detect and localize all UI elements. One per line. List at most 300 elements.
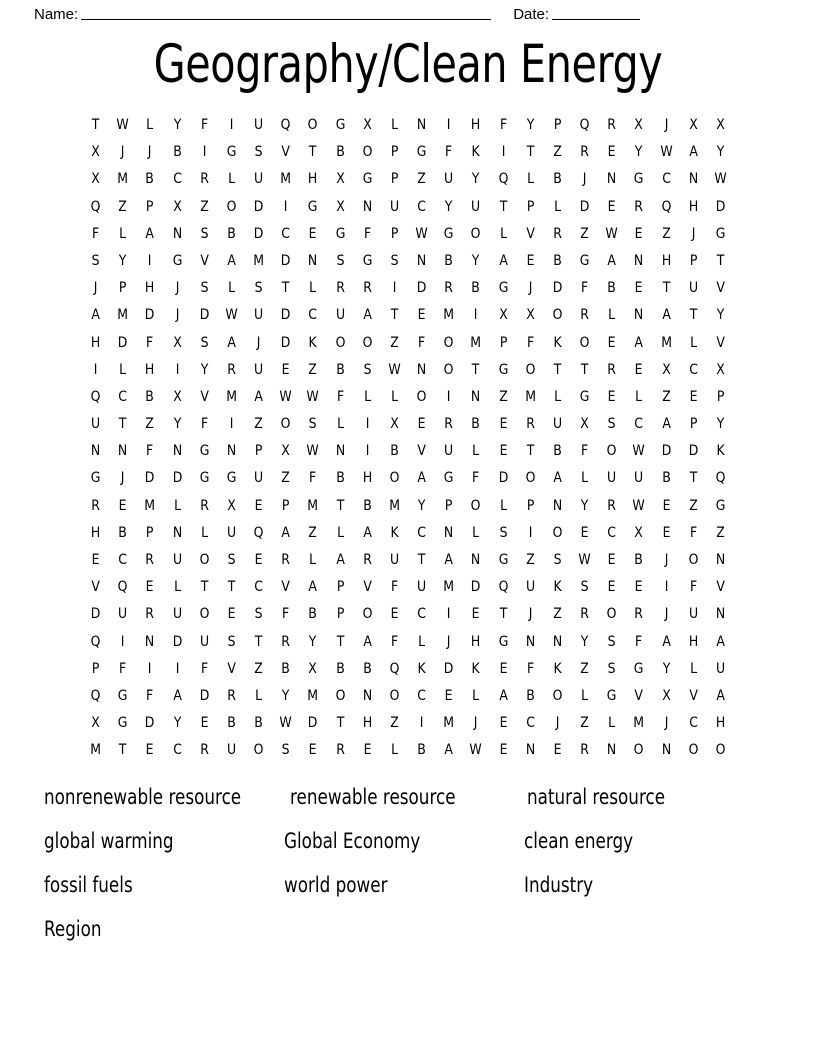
grid-letter[interactable]: L bbox=[227, 280, 235, 297]
word-list-item[interactable]: renewable resource bbox=[290, 785, 456, 809]
grid-letter[interactable]: X bbox=[716, 361, 725, 378]
grid-letter[interactable]: T bbox=[526, 443, 535, 460]
grid-letter[interactable]: N bbox=[607, 171, 617, 188]
grid-letter[interactable]: P bbox=[282, 497, 290, 514]
grid-letter[interactable]: R bbox=[362, 280, 372, 297]
grid-letter[interactable]: X bbox=[634, 524, 644, 541]
grid-letter[interactable]: T bbox=[553, 361, 562, 378]
grid-letter[interactable]: X bbox=[91, 715, 100, 732]
grid-letter[interactable]: Q bbox=[661, 198, 672, 215]
grid-letter[interactable]: E bbox=[363, 742, 372, 759]
grid-letter[interactable]: V bbox=[200, 252, 209, 269]
grid-letter[interactable]: I bbox=[528, 524, 533, 541]
grid-letter[interactable]: F bbox=[146, 687, 154, 704]
grid-letter[interactable]: N bbox=[715, 552, 726, 568]
grid-letter[interactable]: W bbox=[469, 742, 483, 759]
grid-letter[interactable]: F bbox=[91, 225, 100, 242]
grid-letter[interactable]: O bbox=[362, 144, 373, 161]
grid-letter[interactable]: E bbox=[635, 361, 643, 378]
grid-letter[interactable]: Z bbox=[553, 144, 562, 161]
grid-letter[interactable]: Q bbox=[117, 579, 128, 596]
grid-letter[interactable]: F bbox=[689, 579, 697, 596]
grid-letter[interactable]: I bbox=[446, 606, 451, 623]
grid-letter[interactable]: O bbox=[471, 225, 481, 242]
grid-letter[interactable]: S bbox=[254, 606, 263, 623]
grid-letter[interactable]: Z bbox=[199, 198, 209, 215]
grid-letter[interactable]: B bbox=[172, 144, 182, 161]
grid-letter[interactable]: O bbox=[389, 470, 400, 487]
grid-letter[interactable]: X bbox=[689, 117, 698, 133]
grid-letter[interactable]: L bbox=[499, 225, 507, 242]
grid-letter[interactable]: J bbox=[120, 470, 125, 487]
grid-letter[interactable]: H bbox=[90, 334, 101, 351]
grid-letter[interactable]: L bbox=[363, 388, 371, 405]
grid-letter[interactable]: E bbox=[91, 552, 100, 568]
grid-letter[interactable]: D bbox=[172, 633, 182, 650]
grid-letter[interactable]: I bbox=[229, 117, 234, 133]
grid-letter[interactable]: X bbox=[172, 198, 182, 215]
grid-letter[interactable]: U bbox=[715, 660, 726, 677]
grid-letter[interactable]: E bbox=[118, 497, 127, 514]
grid-letter[interactable]: C bbox=[172, 742, 182, 759]
grid-letter[interactable]: J bbox=[175, 280, 179, 297]
grid-letter[interactable]: I bbox=[148, 252, 152, 269]
grid-letter[interactable]: O bbox=[280, 416, 291, 433]
grid-letter[interactable]: E bbox=[607, 334, 616, 351]
grid-letter[interactable]: G bbox=[308, 198, 318, 215]
date-write-line[interactable] bbox=[552, 8, 640, 20]
grid-letter[interactable]: W bbox=[225, 307, 238, 324]
grid-letter[interactable]: U bbox=[525, 579, 535, 596]
grid-letter[interactable]: N bbox=[145, 633, 155, 650]
grid-letter[interactable]: S bbox=[227, 633, 236, 650]
grid-letter[interactable]: E bbox=[635, 225, 643, 242]
grid-letter[interactable]: Z bbox=[308, 361, 318, 378]
grid-letter[interactable]: D bbox=[552, 280, 563, 297]
grid-letter[interactable]: G bbox=[199, 470, 210, 487]
grid-letter[interactable]: D bbox=[444, 660, 454, 677]
grid-letter[interactable]: Z bbox=[118, 198, 128, 215]
grid-letter[interactable]: U bbox=[417, 579, 427, 596]
grid-letter[interactable]: G bbox=[416, 144, 427, 161]
grid-letter[interactable]: N bbox=[362, 198, 372, 215]
word-list-item[interactable]: Industry bbox=[524, 873, 594, 897]
grid-letter[interactable]: L bbox=[689, 660, 697, 677]
grid-letter[interactable]: F bbox=[526, 660, 534, 677]
grid-letter[interactable]: H bbox=[688, 198, 699, 215]
grid-letter[interactable]: G bbox=[362, 252, 373, 269]
grid-letter[interactable]: Z bbox=[308, 524, 318, 541]
grid-letter[interactable]: C bbox=[634, 416, 644, 433]
grid-letter[interactable]: B bbox=[607, 280, 617, 297]
grid-letter[interactable]: A bbox=[716, 633, 725, 650]
grid-letter[interactable]: M bbox=[117, 171, 129, 188]
grid-letter[interactable]: O bbox=[226, 198, 237, 215]
grid-letter[interactable]: V bbox=[689, 687, 698, 704]
grid-letter[interactable]: P bbox=[118, 280, 127, 297]
grid-letter[interactable]: D bbox=[471, 579, 481, 596]
grid-letter[interactable]: O bbox=[552, 524, 563, 541]
grid-letter[interactable]: A bbox=[498, 687, 508, 704]
grid-letter[interactable]: M bbox=[389, 497, 400, 514]
grid-letter[interactable]: V bbox=[716, 334, 725, 351]
grid-letter[interactable]: K bbox=[553, 579, 562, 596]
grid-letter[interactable]: Q bbox=[90, 198, 101, 215]
grid-letter[interactable]: L bbox=[581, 470, 589, 487]
grid-letter[interactable]: Z bbox=[498, 388, 508, 405]
grid-letter[interactable]: W bbox=[415, 225, 428, 242]
grid-letter[interactable]: X bbox=[335, 171, 345, 188]
grid-letter[interactable]: A bbox=[254, 388, 263, 405]
grid-letter[interactable]: G bbox=[498, 552, 508, 568]
grid-letter[interactable]: F bbox=[363, 225, 371, 242]
grid-letter[interactable]: R bbox=[227, 687, 236, 704]
grid-letter[interactable]: J bbox=[175, 307, 179, 324]
grid-letter[interactable]: P bbox=[689, 252, 698, 269]
grid-letter[interactable]: E bbox=[607, 198, 616, 215]
grid-letter[interactable]: D bbox=[688, 443, 699, 460]
grid-letter[interactable]: V bbox=[526, 225, 535, 242]
grid-letter[interactable]: R bbox=[444, 280, 454, 297]
grid-letter[interactable]: K bbox=[553, 334, 562, 351]
grid-letter[interactable]: W bbox=[116, 117, 129, 133]
grid-letter[interactable]: T bbox=[662, 280, 671, 297]
grid-letter[interactable]: L bbox=[526, 171, 534, 188]
grid-letter[interactable]: A bbox=[689, 144, 698, 161]
grid-letter[interactable]: J bbox=[691, 225, 696, 242]
grid-letter[interactable]: V bbox=[716, 579, 725, 596]
grid-letter[interactable]: E bbox=[662, 524, 671, 541]
grid-letter[interactable]: X bbox=[172, 388, 182, 405]
grid-letter[interactable]: Z bbox=[716, 524, 725, 541]
grid-letter[interactable]: R bbox=[362, 552, 372, 568]
grid-letter[interactable]: I bbox=[501, 144, 505, 161]
grid-letter[interactable]: E bbox=[390, 606, 399, 623]
name-write-line[interactable] bbox=[81, 8, 491, 20]
grid-letter[interactable]: D bbox=[253, 198, 264, 215]
grid-letter[interactable]: U bbox=[254, 307, 264, 324]
grid-letter[interactable]: X bbox=[363, 117, 372, 133]
grid-letter[interactable]: E bbox=[444, 687, 453, 704]
grid-letter[interactable]: U bbox=[444, 443, 454, 460]
grid-letter[interactable]: O bbox=[389, 687, 400, 704]
grid-letter[interactable]: M bbox=[253, 252, 264, 269]
grid-letter[interactable]: E bbox=[254, 497, 263, 514]
grid-letter[interactable]: I bbox=[148, 660, 152, 677]
grid-letter[interactable]: F bbox=[200, 660, 208, 677]
grid-letter[interactable]: W bbox=[632, 443, 646, 460]
grid-letter[interactable]: N bbox=[172, 443, 182, 460]
grid-letter[interactable]: E bbox=[499, 715, 508, 732]
grid-letter[interactable]: T bbox=[200, 579, 209, 596]
grid-letter[interactable]: U bbox=[172, 606, 182, 623]
grid-letter[interactable]: U bbox=[634, 470, 644, 487]
grid-letter[interactable]: T bbox=[336, 633, 344, 650]
grid-letter[interactable]: I bbox=[175, 361, 179, 378]
grid-letter[interactable]: M bbox=[443, 579, 455, 596]
grid-letter[interactable]: C bbox=[417, 687, 426, 704]
grid-letter[interactable]: Y bbox=[445, 198, 453, 215]
grid-letter[interactable]: B bbox=[335, 144, 345, 161]
grid-letter[interactable]: R bbox=[281, 552, 291, 568]
grid-letter[interactable]: I bbox=[365, 443, 370, 460]
grid-letter[interactable]: A bbox=[444, 742, 454, 759]
grid-letter[interactable]: P bbox=[91, 660, 100, 677]
grid-letter[interactable]: U bbox=[254, 171, 264, 188]
grid-letter[interactable]: K bbox=[308, 334, 318, 351]
grid-letter[interactable]: B bbox=[308, 606, 318, 623]
grid-letter[interactable]: O bbox=[362, 606, 373, 623]
grid-letter[interactable]: W bbox=[306, 443, 320, 460]
grid-letter[interactable]: D bbox=[498, 470, 508, 487]
grid-letter[interactable]: O bbox=[634, 742, 644, 759]
grid-letter[interactable]: C bbox=[281, 225, 291, 242]
grid-letter[interactable]: O bbox=[443, 334, 454, 351]
grid-letter[interactable]: D bbox=[199, 307, 210, 324]
grid-letter[interactable]: O bbox=[688, 552, 699, 568]
grid-letter[interactable]: M bbox=[633, 715, 645, 732]
grid-letter[interactable]: A bbox=[172, 687, 182, 704]
grid-letter[interactable]: R bbox=[91, 497, 100, 514]
grid-letter[interactable]: U bbox=[199, 633, 209, 650]
grid-letter[interactable]: A bbox=[281, 524, 291, 541]
grid-letter[interactable]: K bbox=[553, 660, 562, 677]
grid-letter[interactable]: D bbox=[280, 334, 291, 351]
grid-letter[interactable]: L bbox=[554, 198, 561, 215]
grid-letter[interactable]: S bbox=[281, 742, 290, 759]
grid-letter[interactable]: B bbox=[417, 742, 426, 759]
grid-letter[interactable]: N bbox=[607, 742, 617, 759]
grid-letter[interactable]: F bbox=[200, 117, 208, 133]
grid-letter[interactable]: V bbox=[417, 443, 426, 460]
grid-letter[interactable]: U bbox=[335, 307, 345, 324]
grid-letter[interactable]: G bbox=[715, 225, 726, 242]
grid-letter[interactable]: M bbox=[117, 307, 129, 324]
grid-letter[interactable]: F bbox=[200, 416, 208, 433]
grid-letter[interactable]: I bbox=[664, 579, 669, 596]
grid-letter[interactable]: X bbox=[91, 171, 100, 188]
grid-letter[interactable]: T bbox=[91, 117, 100, 133]
grid-letter[interactable]: R bbox=[335, 280, 345, 297]
grid-letter[interactable]: P bbox=[526, 497, 535, 514]
grid-letter[interactable]: T bbox=[309, 144, 317, 161]
grid-letter[interactable]: J bbox=[664, 606, 669, 623]
grid-letter[interactable]: S bbox=[227, 552, 236, 568]
grid-letter[interactable]: D bbox=[308, 715, 318, 732]
grid-letter[interactable]: G bbox=[226, 144, 237, 161]
grid-letter[interactable]: O bbox=[253, 742, 264, 759]
grid-letter[interactable]: S bbox=[254, 280, 263, 297]
grid-letter[interactable]: T bbox=[281, 280, 290, 297]
grid-letter[interactable]: U bbox=[254, 117, 264, 133]
grid-letter[interactable]: X bbox=[634, 117, 644, 133]
grid-letter[interactable]: B bbox=[145, 171, 155, 188]
grid-letter[interactable]: E bbox=[145, 579, 154, 596]
grid-letter[interactable]: V bbox=[281, 144, 291, 161]
grid-letter[interactable]: D bbox=[145, 470, 155, 487]
grid-letter[interactable]: R bbox=[634, 606, 644, 623]
grid-letter[interactable]: O bbox=[525, 470, 536, 487]
grid-letter[interactable]: Q bbox=[90, 388, 101, 405]
grid-letter[interactable]: E bbox=[499, 416, 508, 433]
grid-letter[interactable]: H bbox=[688, 633, 699, 650]
grid-letter[interactable]: E bbox=[499, 443, 508, 460]
grid-letter[interactable]: H bbox=[661, 252, 671, 269]
grid-letter[interactable]: Y bbox=[472, 171, 480, 188]
grid-letter[interactable]: A bbox=[444, 552, 454, 568]
grid-letter[interactable]: E bbox=[607, 144, 616, 161]
grid-letter[interactable]: U bbox=[118, 606, 128, 623]
grid-letter[interactable]: I bbox=[175, 660, 179, 677]
grid-letter[interactable]: F bbox=[146, 443, 154, 460]
grid-letter[interactable]: F bbox=[119, 660, 127, 677]
grid-letter[interactable]: L bbox=[390, 117, 398, 133]
grid-letter[interactable]: W bbox=[714, 171, 727, 188]
grid-letter[interactable]: E bbox=[580, 524, 589, 541]
grid-letter[interactable]: A bbox=[363, 307, 372, 324]
grid-letter[interactable]: E bbox=[553, 742, 562, 759]
grid-letter[interactable]: B bbox=[661, 470, 671, 487]
grid-letter[interactable]: E bbox=[145, 742, 154, 759]
grid-letter[interactable]: L bbox=[554, 388, 561, 405]
grid-letter[interactable]: S bbox=[580, 579, 589, 596]
grid-letter[interactable]: D bbox=[280, 252, 291, 269]
grid-letter[interactable]: R bbox=[199, 497, 209, 514]
grid-letter[interactable]: L bbox=[309, 280, 317, 297]
grid-letter[interactable]: B bbox=[145, 388, 155, 405]
grid-letter[interactable]: L bbox=[499, 497, 507, 514]
grid-letter[interactable]: J bbox=[93, 280, 98, 297]
grid-letter[interactable]: B bbox=[471, 280, 481, 297]
grid-letter[interactable]: P bbox=[716, 388, 725, 405]
grid-letter[interactable]: F bbox=[472, 470, 480, 487]
grid-letter[interactable]: L bbox=[418, 633, 426, 650]
grid-letter[interactable]: B bbox=[118, 524, 128, 541]
grid-letter[interactable]: N bbox=[335, 443, 345, 460]
grid-letter[interactable]: G bbox=[362, 171, 373, 188]
grid-letter[interactable]: D bbox=[117, 334, 128, 351]
grid-letter[interactable]: J bbox=[664, 552, 669, 568]
grid-letter[interactable]: J bbox=[528, 606, 533, 623]
grid-letter[interactable]: V bbox=[634, 687, 644, 704]
grid-letter[interactable]: N bbox=[416, 117, 427, 133]
grid-letter[interactable]: H bbox=[471, 633, 481, 650]
word-list-item[interactable]: nonrenewable resource bbox=[44, 785, 242, 809]
grid-letter[interactable]: Z bbox=[417, 171, 426, 188]
grid-letter[interactable]: A bbox=[227, 252, 236, 269]
grid-letter[interactable]: G bbox=[117, 687, 128, 704]
grid-letter[interactable]: N bbox=[715, 606, 726, 623]
grid-letter[interactable]: R bbox=[444, 416, 454, 433]
grid-letter[interactable]: L bbox=[200, 524, 208, 541]
grid-letter[interactable]: Y bbox=[716, 416, 725, 433]
grid-letter[interactable]: Q bbox=[498, 171, 509, 188]
grid-letter[interactable]: S bbox=[499, 524, 508, 541]
grid-letter[interactable]: A bbox=[91, 307, 100, 324]
grid-letter[interactable]: J bbox=[148, 144, 152, 161]
grid-letter[interactable]: O bbox=[362, 334, 373, 351]
grid-letter[interactable]: I bbox=[474, 307, 478, 324]
grid-letter[interactable]: N bbox=[362, 687, 372, 704]
grid-letter[interactable]: B bbox=[553, 443, 562, 460]
grid-letter[interactable]: I bbox=[365, 416, 370, 433]
grid-letter[interactable]: E bbox=[417, 416, 426, 433]
grid-letter[interactable]: R bbox=[607, 497, 617, 514]
grid-letter[interactable]: T bbox=[336, 715, 344, 732]
grid-letter[interactable]: T bbox=[689, 307, 698, 324]
grid-letter[interactable]: S bbox=[607, 416, 616, 433]
grid-letter[interactable]: L bbox=[173, 497, 181, 514]
grid-letter[interactable]: G bbox=[443, 225, 454, 242]
grid-letter[interactable]: E bbox=[662, 497, 671, 514]
grid-letter[interactable]: C bbox=[118, 388, 128, 405]
grid-letter[interactable]: B bbox=[390, 443, 399, 460]
grid-letter[interactable]: O bbox=[525, 361, 536, 378]
grid-letter[interactable]: B bbox=[227, 225, 236, 242]
grid-letter[interactable]: E bbox=[607, 552, 616, 568]
grid-letter[interactable]: H bbox=[715, 715, 726, 732]
grid-letter[interactable]: J bbox=[256, 334, 261, 351]
grid-letter[interactable]: Q bbox=[715, 470, 726, 487]
grid-letter[interactable]: G bbox=[199, 443, 210, 460]
grid-letter[interactable]: H bbox=[90, 524, 101, 541]
grid-letter[interactable]: P bbox=[689, 416, 698, 433]
grid-letter[interactable]: I bbox=[392, 280, 397, 297]
grid-letter[interactable]: L bbox=[581, 687, 589, 704]
grid-letter[interactable]: I bbox=[229, 416, 234, 433]
word-list-item[interactable]: clean energy bbox=[524, 829, 634, 853]
grid-letter[interactable]: O bbox=[579, 334, 590, 351]
grid-letter[interactable]: D bbox=[145, 307, 155, 324]
grid-letter[interactable]: D bbox=[172, 470, 182, 487]
grid-letter[interactable]: P bbox=[146, 198, 154, 215]
grid-letter[interactable]: D bbox=[145, 715, 155, 732]
grid-letter[interactable]: N bbox=[552, 633, 563, 650]
grid-letter[interactable]: H bbox=[308, 171, 318, 188]
grid-letter[interactable]: S bbox=[607, 633, 616, 650]
grid-letter[interactable]: C bbox=[308, 307, 318, 324]
grid-letter[interactable]: A bbox=[417, 470, 426, 487]
grid-letter[interactable]: G bbox=[579, 388, 590, 405]
grid-letter[interactable]: O bbox=[688, 742, 699, 759]
grid-letter[interactable]: O bbox=[715, 742, 726, 759]
grid-letter[interactable]: E bbox=[281, 361, 290, 378]
grid-letter[interactable]: R bbox=[580, 307, 590, 324]
grid-letter[interactable]: X bbox=[580, 416, 589, 433]
grid-letter[interactable]: S bbox=[91, 252, 100, 269]
grid-letter[interactable]: J bbox=[555, 715, 560, 732]
grid-letter[interactable]: M bbox=[144, 497, 156, 514]
word-list-item[interactable]: global warming bbox=[44, 829, 174, 853]
grid-letter[interactable]: N bbox=[118, 443, 128, 460]
grid-letter[interactable]: U bbox=[607, 470, 617, 487]
grid-letter[interactable]: P bbox=[445, 497, 453, 514]
grid-letter[interactable]: C bbox=[417, 606, 426, 623]
grid-letter[interactable]: T bbox=[227, 579, 236, 596]
grid-letter[interactable]: K bbox=[390, 524, 399, 541]
grid-letter[interactable]: M bbox=[470, 334, 482, 351]
grid-letter[interactable]: P bbox=[553, 117, 562, 133]
grid-letter[interactable]: W bbox=[279, 715, 292, 732]
grid-letter[interactable]: A bbox=[498, 252, 508, 269]
grid-letter[interactable]: Q bbox=[579, 117, 590, 133]
grid-letter[interactable]: V bbox=[91, 579, 100, 596]
grid-letter[interactable]: G bbox=[607, 687, 617, 704]
grid-letter[interactable]: G bbox=[634, 171, 644, 188]
grid-letter[interactable]: E bbox=[254, 552, 263, 568]
grid-letter[interactable]: F bbox=[635, 633, 643, 650]
grid-letter[interactable]: I bbox=[202, 144, 207, 161]
